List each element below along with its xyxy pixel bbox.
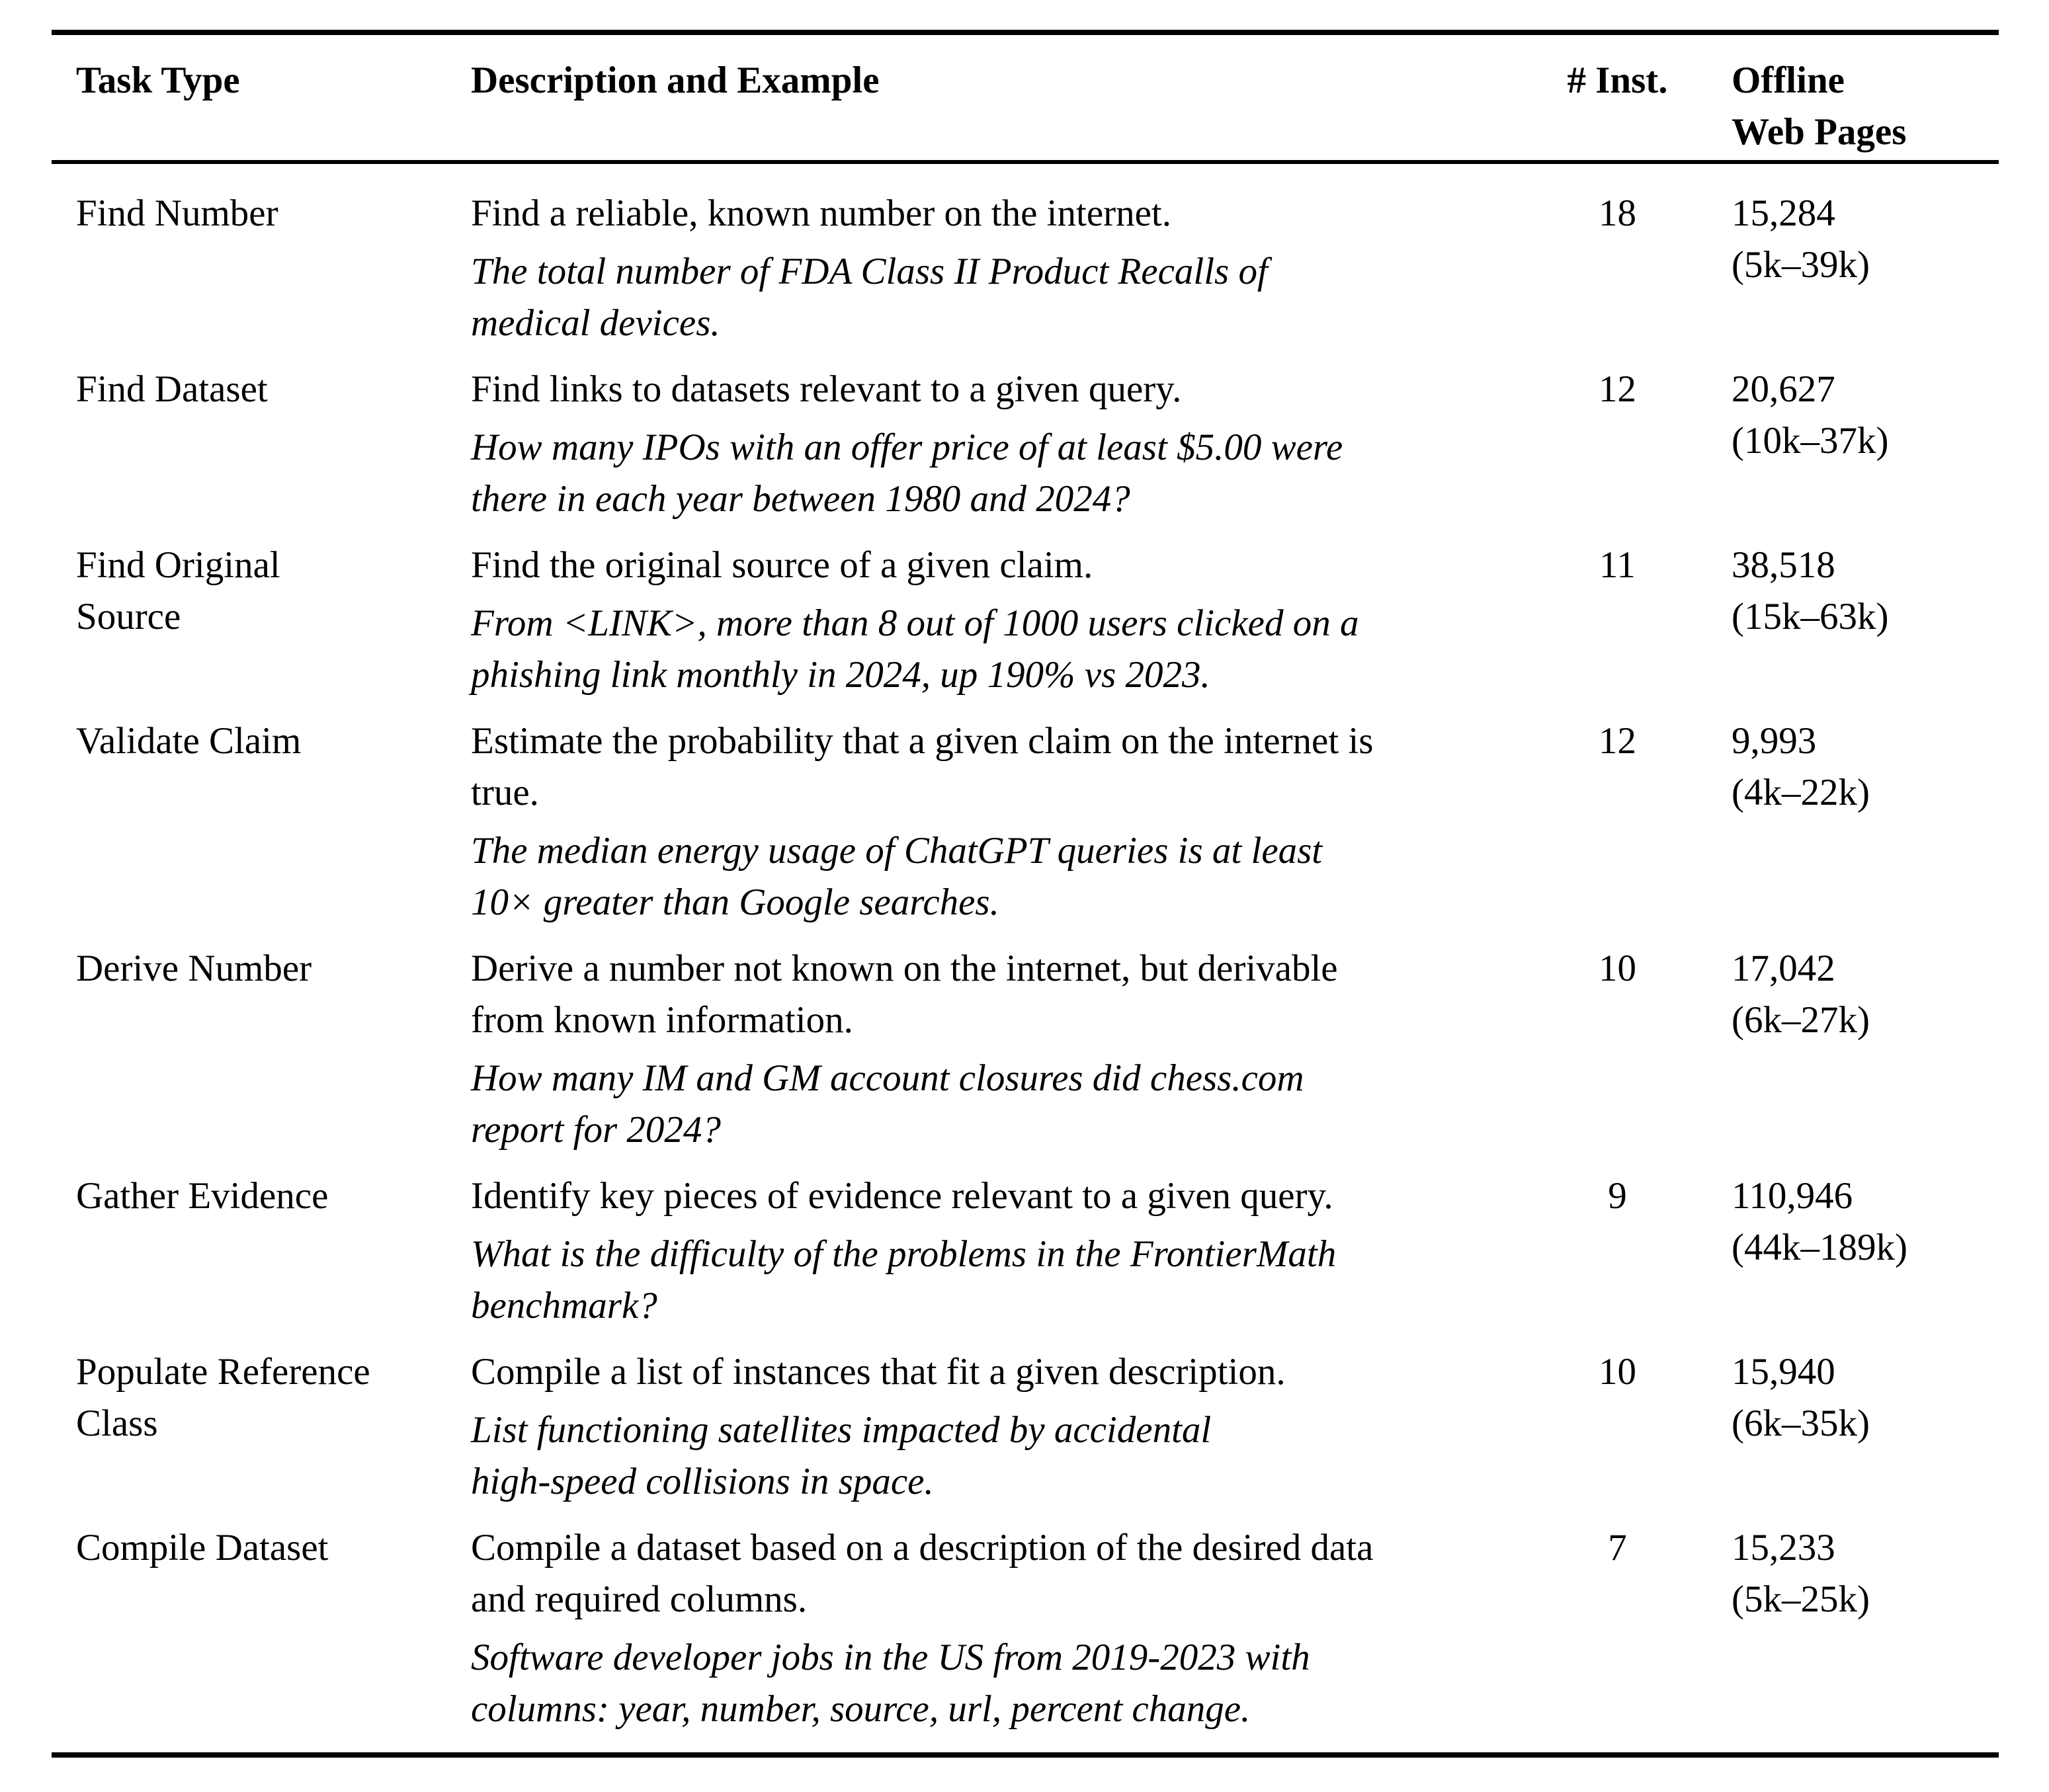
task-type-cell: [76, 715, 471, 767]
task-type-cell: [76, 943, 471, 995]
task-type-label-line: Class: [76, 1403, 158, 1444]
offline-web-pages-cell: [1732, 540, 1999, 643]
example-line: columns: year, number, source, url, percent change.: [471, 1688, 1251, 1730]
table-row-compile-dataset: [52, 1522, 1999, 1752]
pages-range: (15k–63k): [1732, 596, 1889, 637]
example-line: The median energy usage of ChatGPT queries is at least: [471, 830, 1323, 872]
header-label: Description and Example: [471, 60, 880, 101]
pages-count: 15,284: [1732, 192, 1835, 234]
example-line: medical devices.: [471, 302, 720, 344]
task-example: [471, 1053, 1557, 1156]
offline-web-pages-cell: [1732, 1170, 1999, 1274]
instance-count: 11: [1599, 544, 1636, 586]
description-line: Identify key pieces of evidence relevant to a given query.: [471, 1175, 1333, 1217]
pages-count: 110,946: [1732, 1175, 1853, 1217]
description-cell: [471, 364, 1557, 525]
description-cell: [471, 715, 1557, 928]
task-type-label-line: Find Original: [76, 544, 280, 586]
offline-web-pages-cell: [1732, 364, 1999, 467]
instance-count-cell: [1557, 943, 1732, 995]
description-line: Find the original source of a given claim.: [471, 544, 1093, 586]
description-line: from known information.: [471, 999, 853, 1041]
instance-count-cell: [1557, 540, 1732, 591]
task-type-cell: [76, 1170, 471, 1222]
column-header-description: [471, 55, 1557, 106]
task-description: [471, 1346, 1557, 1398]
offline-web-pages-cell: [1732, 715, 1999, 819]
task-type-label: Gather Evidence: [76, 1175, 329, 1217]
table-row-validate-claim: [52, 715, 1999, 928]
offline-web-pages-cell: [1732, 1522, 1999, 1625]
task-type-cell: [76, 1346, 471, 1449]
task-type-label: Compile Dataset: [76, 1527, 329, 1568]
table-row-gather-evidence: [52, 1170, 1999, 1332]
pages-range: (6k–27k): [1732, 999, 1870, 1041]
table-header-row: [52, 35, 1999, 164]
pages-range: (6k–35k): [1732, 1403, 1870, 1444]
task-description: [471, 1522, 1557, 1625]
instance-count-cell: [1557, 364, 1732, 415]
pages-range: (5k–25k): [1732, 1578, 1870, 1620]
task-type-label: Validate Claim: [76, 720, 302, 762]
description-line: Find links to datasets relevant to a given query.: [471, 368, 1182, 410]
pages-count: 9,993: [1732, 720, 1817, 762]
task-type-cell: [76, 540, 471, 643]
task-types-table: [52, 30, 1999, 1758]
header-label-line: Web Pages: [1732, 111, 1907, 153]
pages-count: 17,042: [1732, 948, 1835, 989]
header-label-line: Offline: [1732, 60, 1845, 101]
instance-count: 10: [1599, 1351, 1636, 1393]
description-line: Derive a number not known on the internet, but derivable: [471, 948, 1338, 989]
description-cell: [471, 1346, 1557, 1508]
example-line: Software developer jobs in the US from 2019-2023 with: [471, 1637, 1310, 1678]
task-description: [471, 188, 1557, 239]
task-example: [471, 1632, 1557, 1735]
description-cell: [471, 943, 1557, 1156]
table-row-find-number: [52, 188, 1999, 349]
offline-web-pages-cell: [1732, 1346, 1999, 1449]
task-type-label-line: Source: [76, 596, 181, 637]
example-line: benchmark?: [471, 1285, 657, 1326]
description-cell: [471, 1170, 1557, 1332]
instance-count: 10: [1599, 948, 1636, 989]
task-example: [471, 825, 1557, 928]
description-line: Compile a list of instances that fit a given description.: [471, 1351, 1286, 1393]
pages-count: 38,518: [1732, 544, 1835, 586]
task-description: [471, 364, 1557, 415]
instance-count: 7: [1608, 1527, 1627, 1568]
task-type-cell: [76, 364, 471, 415]
example-line: The total number of FDA Class II Product Recalls of: [471, 251, 1268, 292]
description-line: true.: [471, 772, 539, 813]
offline-web-pages-cell: [1732, 943, 1999, 1046]
task-description: [471, 943, 1557, 1046]
instance-count: 12: [1599, 720, 1636, 762]
example-line: How many IM and GM account closures did chess.com: [471, 1057, 1304, 1099]
task-type-label-line: Populate Reference: [76, 1351, 370, 1393]
instance-count-cell: [1557, 1170, 1732, 1222]
table-row-populate-reference-class: [52, 1346, 1999, 1508]
task-description: [471, 540, 1557, 591]
offline-web-pages-cell: [1732, 188, 1999, 291]
task-type-label: Find Dataset: [76, 368, 268, 410]
table-row-find-dataset: [52, 364, 1999, 525]
task-example: [471, 1229, 1557, 1332]
instance-count-cell: [1557, 1346, 1732, 1398]
column-header-task-type: [76, 55, 471, 106]
pages-range: (5k–39k): [1732, 244, 1870, 286]
pages-range: (4k–22k): [1732, 772, 1870, 813]
example-line: phishing link monthly in 2024, up 190% vs 2023.: [471, 654, 1210, 696]
task-description: [471, 1170, 1557, 1222]
description-cell: [471, 1522, 1557, 1735]
example-line: 10× greater than Google searches.: [471, 881, 999, 923]
instance-count-cell: [1557, 715, 1732, 767]
task-type-label: Find Number: [76, 192, 278, 234]
example-line: report for 2024?: [471, 1109, 721, 1151]
description-line: Compile a dataset based on a description of the desired data: [471, 1527, 1374, 1568]
column-header-inst: [1557, 55, 1732, 106]
instance-count: 9: [1608, 1175, 1627, 1217]
task-example: [471, 1405, 1557, 1508]
instance-count: 12: [1599, 368, 1636, 410]
header-label: # Inst.: [1567, 60, 1668, 101]
description-line: Estimate the probability that a given claim on the internet is: [471, 720, 1374, 762]
description-line: and required columns.: [471, 1578, 808, 1620]
column-header-offline-web-pages: [1732, 55, 1999, 158]
pages-range: (10k–37k): [1732, 420, 1889, 462]
pages-count: 15,233: [1732, 1527, 1835, 1568]
description-cell: [471, 540, 1557, 701]
example-line: How many IPOs with an offer price of at least $5.00 were: [471, 427, 1343, 468]
table-row-derive-number: [52, 943, 1999, 1156]
instance-count-cell: [1557, 1522, 1732, 1574]
example-line: List functioning satellites impacted by accidental: [471, 1409, 1212, 1451]
example-line: What is the difficulty of the problems in the FrontierMath: [471, 1233, 1337, 1275]
header-label: Task Type: [76, 60, 240, 101]
task-description: [471, 715, 1557, 819]
pages-count: 15,940: [1732, 1351, 1835, 1393]
task-example: [471, 598, 1557, 701]
description-cell: [471, 188, 1557, 349]
pages-count: 20,627: [1732, 368, 1835, 410]
task-type-label: Derive Number: [76, 948, 312, 989]
table-row-find-original-source: [52, 540, 1999, 701]
description-line: Find a reliable, known number on the internet.: [471, 192, 1171, 234]
pages-range: (44k–189k): [1732, 1227, 1907, 1268]
instance-count-cell: [1557, 188, 1732, 239]
task-type-cell: [76, 1522, 471, 1574]
example-line: high-speed collisions in space.: [471, 1461, 934, 1502]
instance-count: 18: [1599, 192, 1636, 234]
example-line: From <LINK>, more than 8 out of 1000 users clicked on a: [471, 602, 1359, 644]
task-example: [471, 422, 1557, 525]
example-line: there in each year between 1980 and 2024?: [471, 478, 1130, 520]
task-example: [471, 246, 1557, 349]
task-type-cell: [76, 188, 471, 239]
